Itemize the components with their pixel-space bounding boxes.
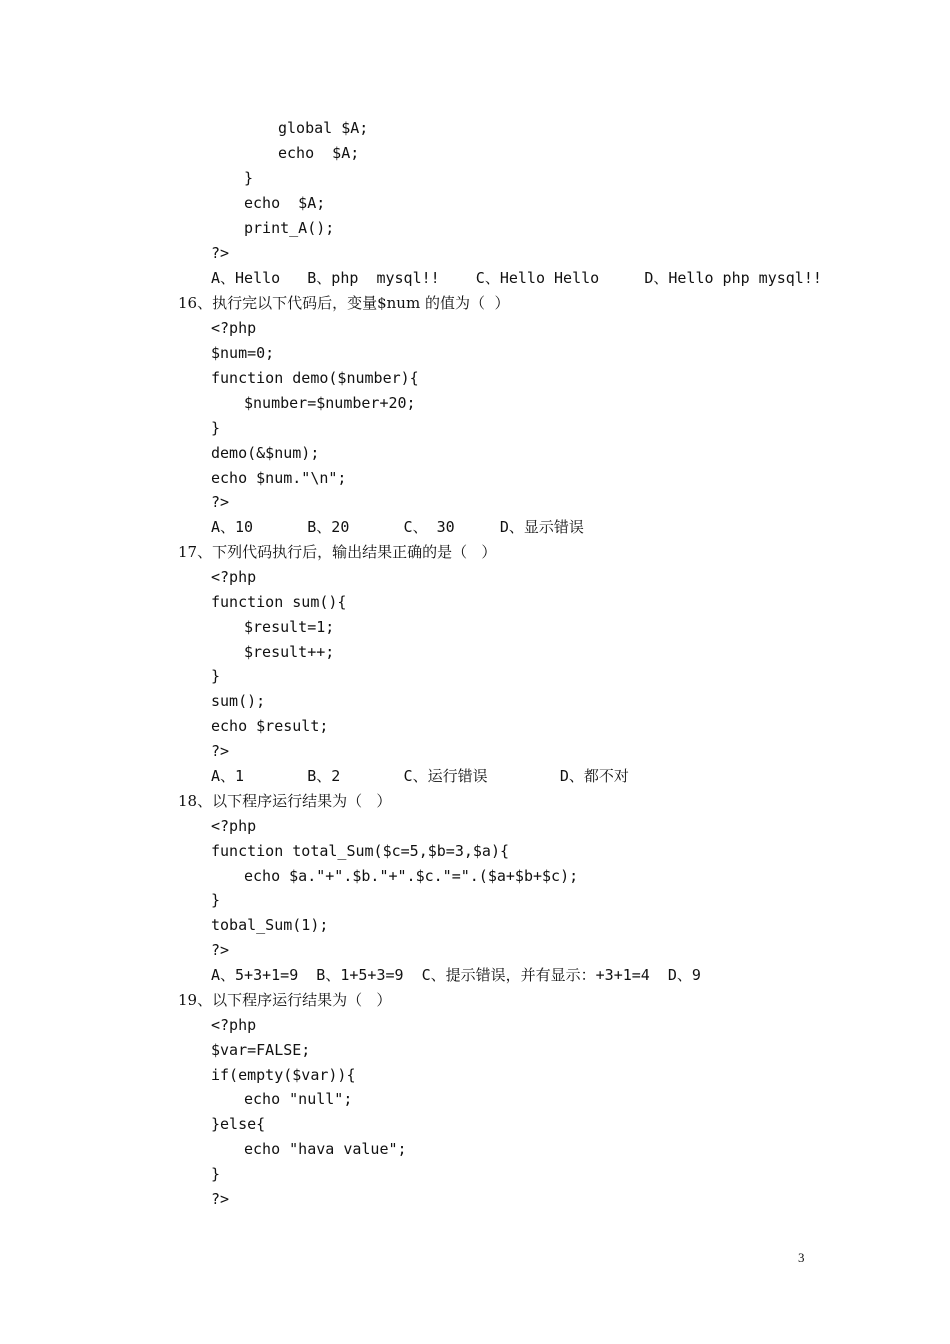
- code-line: echo "hava value";: [244, 1140, 407, 1158]
- code-line: ?>: [211, 742, 230, 760]
- code-line: <?php: [211, 568, 257, 586]
- code-line: function sum(){: [211, 593, 347, 611]
- code-line: echo $A;: [244, 194, 326, 212]
- code-line: function demo($number){: [211, 369, 419, 387]
- code-line: $num=0;: [211, 344, 275, 362]
- code-line: echo $num."\n";: [211, 469, 347, 487]
- code-line: <?php: [211, 319, 257, 337]
- code-line: function total_Sum($c=5,$b=3,$a){: [211, 842, 510, 860]
- code-line: tobal_Sum(1);: [211, 916, 329, 934]
- code-line: <?php: [211, 817, 257, 835]
- code-line: ?>: [211, 493, 230, 511]
- code-line: demo(&$num);: [211, 444, 320, 462]
- code-line: }: [211, 667, 221, 685]
- page-number: 3: [798, 1250, 805, 1265]
- code-line: }else{: [211, 1115, 266, 1133]
- question-17-stem: 17、下列代码执行后，输出结果正确的是（ ）: [178, 543, 497, 561]
- question-16-stem: 16、执行完以下代码后，变量$num 的值为（ ）: [178, 294, 510, 312]
- code-line: echo $a."+".$b."+".$c."=".($a+$b+$c);: [244, 867, 579, 885]
- code-line: $result++;: [244, 643, 335, 661]
- code-line: }: [211, 419, 221, 437]
- question-17-options: A、1 B、2 C、运行错误 D、都不对: [211, 767, 629, 785]
- question-18-stem: 18、以下程序运行结果为（ ）: [178, 792, 392, 810]
- question-19-stem: 19、以下程序运行结果为（ ）: [178, 991, 392, 1009]
- code-line: }: [244, 169, 254, 187]
- code-line: echo $result;: [211, 717, 329, 735]
- code-line: ?>: [211, 1190, 230, 1208]
- code-line: }: [211, 1165, 221, 1183]
- code-line: echo "null";: [244, 1090, 353, 1108]
- code-line: global $A;: [278, 119, 369, 137]
- code-line: }: [211, 891, 221, 909]
- code-line: <?php: [211, 1016, 257, 1034]
- question-16-options: A、10 B、20 C、 30 D、显示错误: [211, 518, 584, 536]
- code-line: print_A();: [244, 219, 335, 237]
- code-line: $number=$number+20;: [244, 394, 416, 412]
- code-line: $var=FALSE;: [211, 1041, 311, 1059]
- code-line: ?>: [211, 941, 230, 959]
- code-line: sum();: [211, 692, 266, 710]
- code-line: echo $A;: [278, 144, 360, 162]
- question-15-options: A、Hello B、php mysql!! C、Hello Hello D、Hello php mysql!!: [211, 269, 822, 287]
- code-line: $result=1;: [244, 618, 335, 636]
- code-line: ?>: [211, 244, 230, 262]
- code-line: if(empty($var)){: [211, 1066, 356, 1084]
- question-18-options: A、5+3+1=9 B、1+5+3=9 C、提示错误，并有显示：+3+1=4 D、9: [211, 966, 701, 984]
